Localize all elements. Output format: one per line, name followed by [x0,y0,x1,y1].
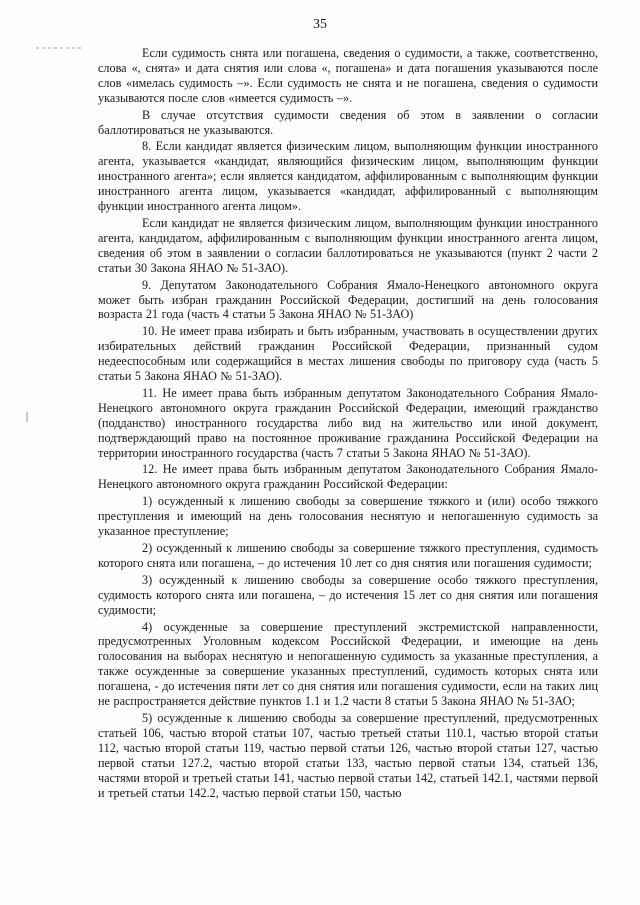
paragraph-not-foreign-agent: Если кандидат не является физическим лицом, выполняющим функции иностранного агента, кандидатом, аффилированным с выполняющим функции иностранного агента лицом, сведения об этом в заявлении о согласии баллотироваться не указываются (пункт 2 части 2 статьи 30 Закона ЯНАО № 51-ЗАО). [98,215,598,275]
paragraph-no-conviction: В случае отсутствия судимости сведения об этом в заявлении о согласии баллотироваться не указываются. [98,107,598,137]
paragraph-item-8: 8. Если кандидат является физическим лицом, выполняющим функции иностранного агента, указывается «кандидат, являющийся физическим лицом, выполняющим функции иностранного агента»; если является кандидатом, аффилированным с выполняющим функции иностранного агента лицом, указывается «кандидат, аффилированный с выполняющим функции иностранного агента лицом». [98,139,598,214]
paragraph-subitem-1: 1) осужденный к лишению свободы за совершение тяжкого и (или) особо тяжкого преступления и имеющий на день голосования неснятую и непогашенную судимость за указанное преступление; [98,494,598,539]
paragraph-subitem-2: 2) осужденный к лишению свободы за совершение тяжкого преступления, судимость которого снята или погашена, – до истечения 10 лет со дня снятия или погашения судимости; [98,541,598,570]
paragraph-subitem-3: 3) осужденный к лишению свободы за совершение особо тяжкого преступления, судимость которого снята или погашена, – до истечения 15 лет со дня снятия или погашения судимости; [98,572,598,617]
paragraph-item-11: 11. Не имеет права быть избранным депутатом Законодательного Собрания Ямало-Ненецкого автономного округа гражданин Российской Федерации, имеющий гражданство (подданство) иностранного государства либо вид на жительство или иной документ, подтверждающий право на постоянное проживание гражданина Российской Федерации на территории иностранного государства (часть 7 статьи 5 Закона ЯНАО № 51-ЗАО). [98,385,598,460]
paragraph-subitem-5: 5) осужденные к лишению свободы за совершение преступлений, предусмотренных статьей 106, частью второй статьи 107, частью третьей статьи 110.1, частью второй статьи 112, частью второй статьи 119, частью первой статьи 126, частью второй статьи 127, частью первой статьи 127.2, частью второй статьи 133, частью первой статьи 134, статьей 136, частями второй и третьей статьи 141, частью первой статьи 142, статьей 142.1, частями первой и третьей статьи 142.2, частью первой статьи 150, частью [98,710,599,800]
paragraph-item-10: 10. Не имеет права избирать и быть избранным, участвовать в осуществлении других избирательных действий гражданин Российской Федерации, признанный судом недееспособным или содержащийся в местах лишения свободы по приговору суда (часть 5 статьи 5 Закона ЯНАО № 51-ЗАО). [98,324,598,384]
page-number: 35 [313,17,327,32]
paragraph-item-9: 9. Депутатом Законодательного Собрания Ямало-Ненецкого автономного округа может быть избран гражданин Российской Федерации, достигший на день голосования возраста 21 года (часть 4 статьи 5 Закона ЯНАО № 51-ЗАО) [98,277,598,322]
document-body [98,46,598,800]
scan-artifact [36,47,82,49]
paragraph-item-12: 12. Не имеет права быть избранным депутатом Законодательного Собрания Ямало-Ненецкого автономного округа гражданин Российской Федерации: [98,462,598,492]
paragraph-subitem-4: 4) осужденные за совершение преступлений экстремистской направленности, предусмотренных Уголовным кодексом Российской Федерации, и имеющие на день голосования на выборах неснятую и непогашенную судимость за указанные преступления, а также осужденные за совершение указанных преступлений, судимость которых снята или погашена, - до истечения пяти лет со дня снятия или погашения судимости, если на таких лиц не распространяется действие пунктов 1.1 и 1.2 части 8 статьи 5 Закона ЯНАО № 51-ЗАО; [98,619,598,709]
scan-margin-mark [26,412,28,422]
paragraph-conviction-removed: Если судимость снята или погашена, сведения о судимости, а также, соответственно, слова «, снята» и дата снятия или слова «, погашена» и дата погашения указываются после слов «имелась судимость –». Если судимость не снята и не погашена, сведения о судимости указываются после слов «имеется судимость –». [98,46,598,105]
